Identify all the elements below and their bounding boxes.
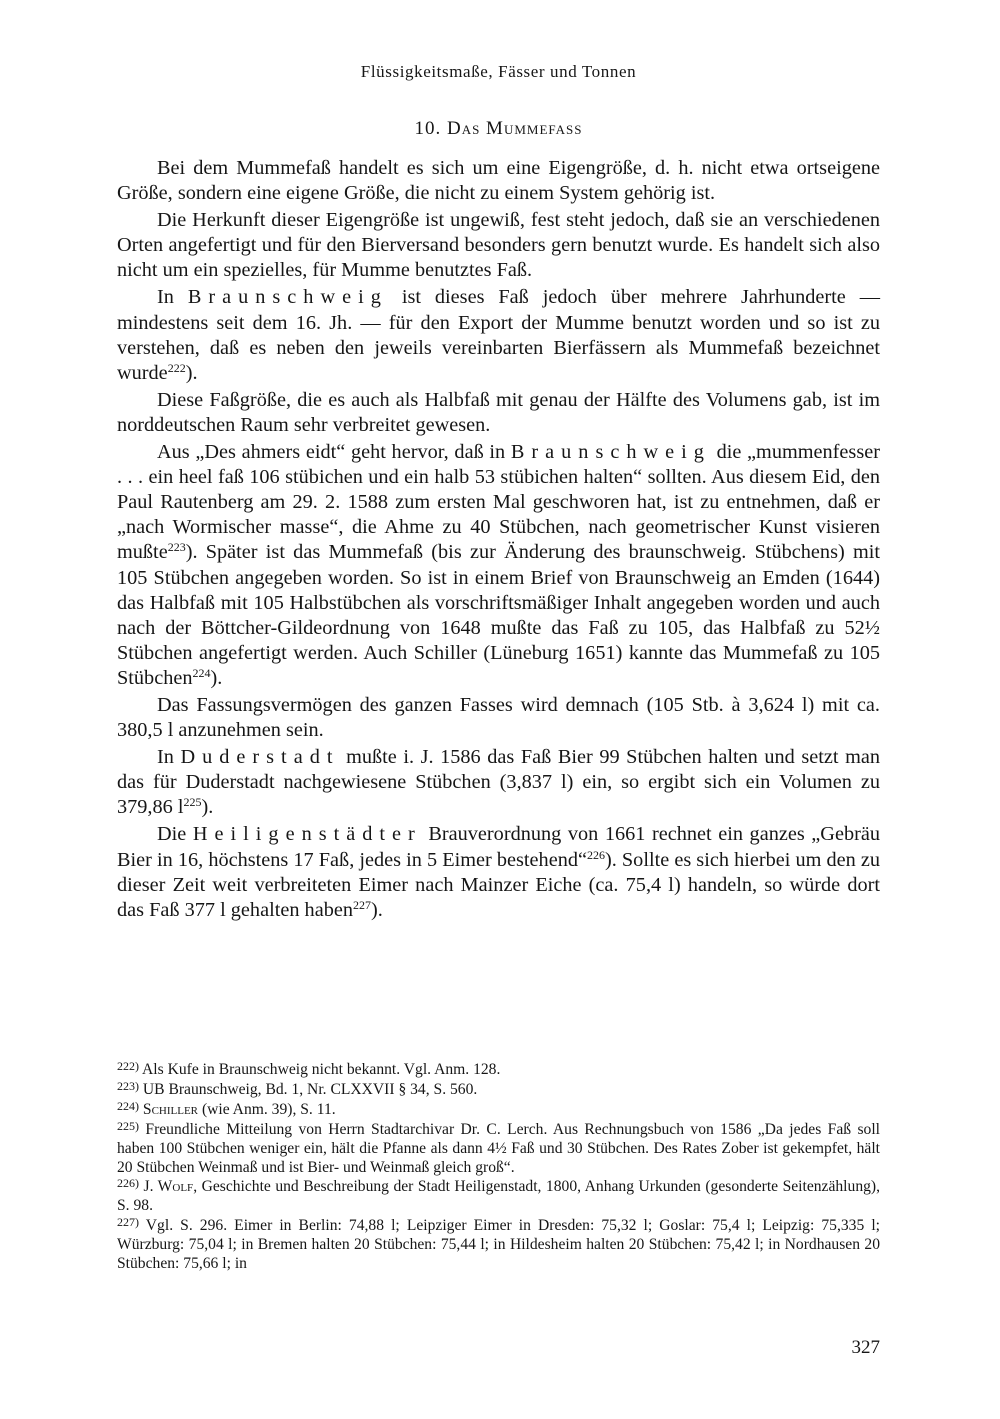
text-run: ). [371,898,383,921]
running-head: Flüssigkeitsmaße, Fässer und Tonnen [360,62,637,81]
footnote-ref[interactable]: 226 [586,847,605,862]
footnote-text: UB Braunschweig, Bd. 1, Nr. CLXXVII § 34, S. 560. [142,1080,478,1098]
paragraph-5 [117,440,880,691]
text-run: ). [210,666,223,689]
text-run: In [157,286,174,309]
paragraph-8 [117,822,880,922]
text-run: ist dieses Faß jedoch über mehrere Jahrhunderte — mindestens seit dem 16. Jh. — für den Export der Mumme benutzt worden und so ist zu verstehen, daß es neben den jeweils vereinbarten Bierfässern als Mummefaß bezeichnet wurde [117,286,880,384]
footnote-text: Freundliche Mitteilung von Herrn Stadtarchivar Dr. C. Lerch. Aus Rechnungsbuch von 1586 „Da jedes Faß soll haben 100 Stübchen weniger ein, hält die Pfanne als dann 4½ Faß und 30 Stübchen. Des Rates Zober ist gekempfet, hält 20 Stübchen Weinmaß und ist Bier- und Weinmaß gleich groß“. [117,1120,880,1176]
footnote-ref[interactable]: 227 [353,897,371,912]
page-number: 327 [851,1337,880,1358]
footnote-number: 225) [117,1118,139,1133]
paragraph-4: Diese Faßgröße, die es auch als Halbfaß mit genau der Hälfte des Volumens gab, ist im norddeutschen Raum sehr verbreitet gewesen. [117,388,880,436]
footnote-text: (wie Anm. 39), S. 11. [201,1100,336,1118]
text-run: die „mummenfesser . . . ein heel faß 106 stübichen und ein halb 53 stübichen halten“ sollten. Aus diesem Eid, den Paul Rautenberg am 29. 2. 1588 zum ersten Mal geschworen hat, ist zu entnehmen, daß er „nach Wormischer masse“, die Ahme zu 40 Stübchen, nach geometrischer Kunst visieren mußte [117,441,880,564]
footnote-224 [117,1098,880,1120]
footnote-number: 227) [117,1215,139,1230]
text-run: ). [185,361,198,384]
section-title [117,118,880,140]
footnote-227 [117,1217,880,1274]
book-page [117,0,880,1419]
spaced-place-name: Duderstadt [180,746,340,769]
paragraph-6: Das Fassungsvermögen des ganzen Fasses wird demnach (105 Stb. à 3,624 l) mit ca. 380,5 l anzunehmen sein. [117,693,880,742]
text-run: ). Später ist das Mummefaß (bis zur Änderung des braunschweig. Stübchens) mit 105 Stübchen angegeben worden. So ist in einem Brief von Braunschweig an Emden (1644) das Halbfaß mit 105 Halbstübchen als vorschriftsmäßiger Inhalt angegeben worden und auch nach der Böttcher-Gildeordnung von 1648 mußte das Faß zu 105, das Halbfaß zu 52½ Stübchen angefertigt werden. Auch Schiller (Lüneburg 1651) kannte das Mummefaß zu 105 Stübchen [117,541,880,689]
footnote-222 [117,1061,880,1080]
footnote-number: 224) [117,1098,139,1113]
paragraph-7 [117,745,880,820]
section-heading: Das Mummefass [446,118,583,139]
spaced-place-name: Braunschweig [187,286,388,309]
paragraph-3 [117,285,880,385]
footnote-ref[interactable]: 225 [183,795,202,810]
text-run: Die [157,823,187,846]
footnote-text: , Geschichte und Beschreibung der Stadt Heiligenstadt, 1800, Anhang Urkunden (gesonderte Seitenzählung), S. 98. [117,1178,881,1215]
footnote-ref[interactable]: 223 [167,540,186,555]
footnote-author: Schiller [142,1100,199,1118]
footnote-number: 223) [117,1078,139,1093]
text-run: ). [201,796,214,819]
footnotes [117,1061,880,1274]
footnote-ref[interactable]: 222 [167,360,186,375]
paragraph-2: Die Herkunft dieser Eigengröße ist ungewiß, fest steht jedoch, daß sie an verschiedenen Orten angefertigt und für den Bierversand besonders gern benutzt wurde. Es handelt sich also nicht um ein spezielles, für Mumme benutztes Faß. [117,209,880,282]
text-run: ). Sollte es sich hierbei um den zu dieser Zeit weit verbreiteten Eimer nach Mainzer Eiche (ca. 75,4 l) handeln, so würde dort das Faß 377 l gehalten haben [117,848,881,921]
section-number: 10. [414,118,442,139]
footnote-text: Vgl. S. 296. Eimer in Berlin: 74,88 l; Leipziger Eimer in Dresden: 75,32 l; Goslar: 75,4 l; Leipzig: 75,335 l; Würzburg: 75,04 l; in Bremen halten 20 Stübchen: 75,44 l; in Hildesheim halten 20 Stübchen: 75,42 l; in Nordhausen 20 Stübchen: 75,66 l; in [117,1217,880,1273]
spaced-place-name: Braunschweig [510,441,711,464]
text-run: mußte i. J. 1586 das Faß Bier 99 Stübchen halten und setzt man das für Duderstadt nachgewiesene Stübchen (3,837 l) ein, so ergibt sich ein Volumen zu 379,86 l [117,746,880,819]
text-run: In [157,746,174,769]
footnote-223 [117,1078,880,1100]
text-run: Aus „Des ahmers eidt“ geht hervor, daß in [157,441,506,464]
footnote-ref[interactable]: 224 [192,665,211,680]
footnote-225 [117,1118,880,1178]
footnote-226 [117,1178,880,1216]
spaced-place-name: Heiligenstädter [192,823,422,846]
footnote-text: Als Kufe in Braunschweig nicht bekannt. Vgl. Anm. 128. [142,1061,501,1078]
body-text [117,156,880,923]
footnote-number: 222) [117,1059,139,1073]
footnote-number: 226) [117,1176,139,1191]
text-run: Brauverordnung von 1661 rechnet ein ganzes „Gebräu Bier in 16, höchstens 17 Faß, jedes in 5 Eimer bestehend“ [117,823,880,871]
footnote-author: J. Wolf [143,1178,194,1196]
paragraph-1: Bei dem Mummefaß handelt es sich um eine Eigengröße, d. h. nicht etwa ortseigene Größe, sondern eine eigene Größe, die nicht zu einem System gehörig ist. [117,157,880,205]
